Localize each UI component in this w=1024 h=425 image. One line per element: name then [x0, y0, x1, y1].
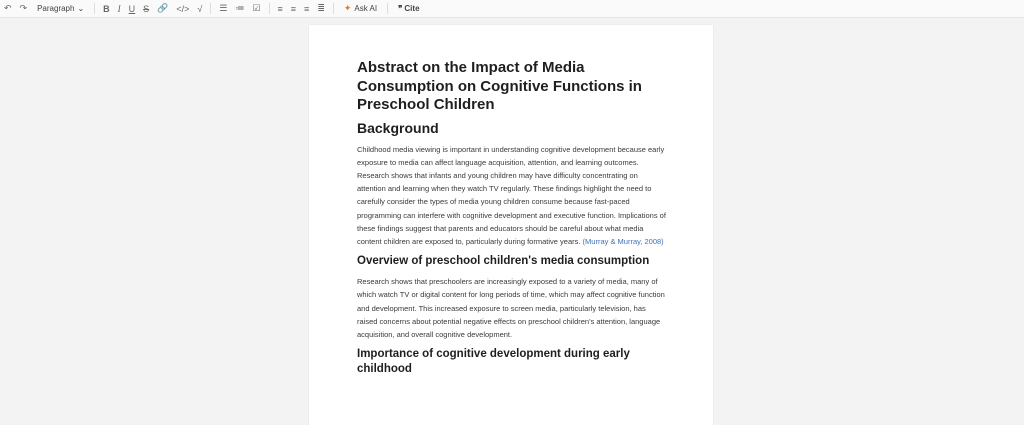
numbered-list-icon[interactable]: ≔ — [235, 3, 245, 13]
document-content — [357, 59, 667, 383]
paragraph-text: Research shows that preschoolers are increasingly exposed to a variety of media, many of which watch TV or digital content for long periods of time, which may affect cognitive function and development. This increased exposure to screen media, particularly television, has raised concerns about potential negative effects on preschool children's attention, language acquisition, and overall cognitive development. — [357, 277, 665, 339]
code-icon[interactable]: </> — [176, 3, 190, 14]
paragraph-style-select[interactable] — [31, 4, 90, 13]
quote-icon: ❞ — [398, 4, 403, 13]
align-left-icon[interactable]: ≡ — [277, 3, 283, 14]
link-icon[interactable]: 🔗 — [157, 3, 169, 13]
section-heading[interactable]: Background — [357, 119, 439, 136]
paragraph[interactable] — [357, 143, 667, 249]
strikethrough-icon[interactable]: S — [143, 3, 150, 14]
align-justify-icon[interactable]: ≣ — [317, 3, 325, 13]
bullet-list-icon[interactable]: ☰ — [219, 3, 228, 13]
toolbar-divider — [387, 3, 388, 14]
toolbar-divider — [94, 3, 95, 14]
underline-icon[interactable]: U — [128, 3, 136, 14]
section-heading[interactable]: Overview of preschool children's media consumption — [357, 255, 650, 268]
redo-icon[interactable]: ↷ — [19, 3, 28, 13]
editor-toolbar — [0, 0, 1024, 18]
toolbar-divider — [210, 3, 211, 14]
bold-icon[interactable]: B — [103, 3, 110, 14]
math-icon[interactable]: √ — [197, 3, 203, 14]
section-heading[interactable]: Importance of cognitive development during early childhood — [357, 348, 630, 376]
cite-label: Cite — [404, 4, 420, 13]
checklist-icon[interactable]: ☑ — [252, 3, 261, 13]
citation-link[interactable]: (Murray & Murray, 2008) — [582, 236, 664, 246]
toolbar-divider — [269, 3, 270, 14]
align-right-icon[interactable]: ≡ — [304, 3, 310, 14]
sparkle-icon: ✦ — [343, 3, 352, 13]
undo-icon[interactable]: ↶ — [4, 3, 12, 13]
paragraph-style-label: Paragraph — [37, 4, 75, 13]
cite-button[interactable] — [392, 4, 425, 13]
ask-ai-button[interactable] — [338, 3, 383, 14]
align-center-icon[interactable]: ≡ — [290, 3, 297, 14]
document-page[interactable] — [309, 25, 713, 425]
paragraph[interactable] — [357, 275, 667, 341]
italic-icon[interactable]: I — [117, 3, 121, 14]
ask-ai-label: Ask AI — [354, 4, 378, 13]
chevron-down-icon: ⌄ — [77, 4, 85, 13]
toolbar-divider — [333, 3, 334, 14]
paragraph-text: Childhood media viewing is important in understanding cognitive development because early exposure to media can affect language acquisition, attention, and learning outcomes. Research shows that infants and young children may have difficulty concentrating on attention and learning when they watch TV regularly. These findings highlight the need to carefully consider the types of media young children consume because fast-paced programming can interfere with cognitive development and executive function. Implications of these findings suggest that parents and educators should be careful about what media content children are exposed to, particularly during formative years. — [357, 144, 666, 246]
document-title[interactable]: Abstract on the Impact of Media Consumption on Cognitive Functions in Preschool Children — [357, 59, 642, 113]
